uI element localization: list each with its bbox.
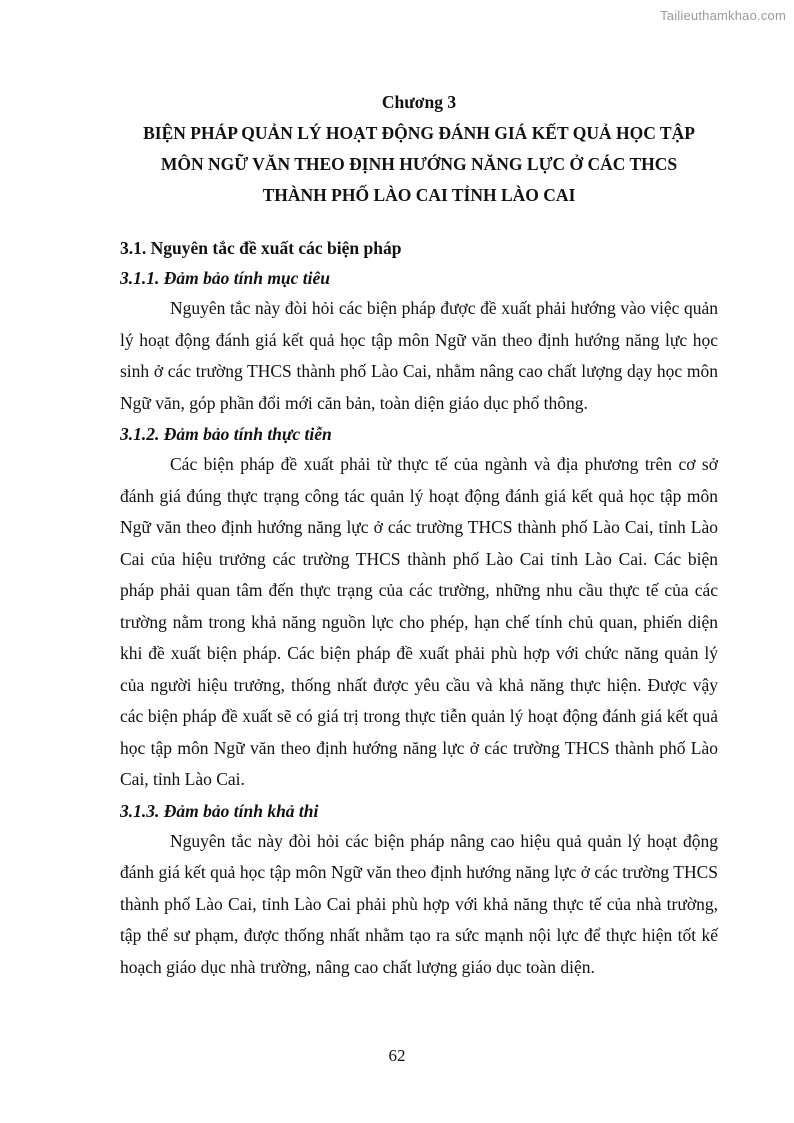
paragraph-3-1-1: Nguyên tắc này đòi hỏi các biện pháp được đề xuất phải hướng vào việc quản lý hoạt động đánh giá kết quả học tập môn Ngữ văn theo định hướng năng lực học sinh ở các trường THCS thành phố Lào Cai, nhằm nâng cao chất lượng dạy học môn Ngữ văn, góp phần đổi mới căn bản, toàn diện giáo dục phổ thông. <box>120 298 718 413</box>
paragraph-3-1-3: Nguyên tắc này đòi hỏi các biện pháp nâng cao hiệu quả quản lý hoạt động đánh giá kết quả học tập môn Ngữ văn theo định hướng năng lực ở các trường THCS thành phố Lào Cai, tỉnh Lào Cai phải phù hợp với khả năng thực tế của nhà trường, tập thể sư phạm, được thống nhất nhằm tạo ra sức mạnh nội lực để thực hiện tốt kế hoạch giáo dục nhà trường, nâng cao chất lượng giáo dục toàn diện. <box>120 830 718 977</box>
section-heading: 3.1. Nguyên tắc đề xuất các biện pháp <box>120 238 402 258</box>
chapter-number: Chương 3 <box>381 92 457 112</box>
paragraph-3-1-2: Các biện pháp đề xuất phải từ thực tế của ngành và địa phương trên cơ sở đánh giá đúng thực trạng công tác quản lý hoạt động đánh giá kết quả học tập môn Ngữ văn theo định hướng năng lực ở các trường THCS thành phố Lào Cai, tỉnh Lào Cai của hiệu trưởng các trường THCS thành phố Lào Cai tỉnh Lào Cai. Các biện pháp phải quan tâm đến thực trạng của các trường, những nhu cầu thực tế của các trường nằm trong khả năng nguồn lực cho phép, hạn chế tính chủ quan, phiến diện khi đề xuất biện pháp. Các biện pháp đề xuất phải phù hợp với chức năng quản lý của người hiệu trưởng, thống nhất được yêu cầu và khả năng thực hiện. Được vậy các biện pháp đề xuất sẽ có giá trị trong thực tiễn quản lý hoạt động đánh giá kết quả học tập môn Ngữ văn theo định hướng năng lực ở các trường THCS thành phố Lào Cai, tỉnh Lào Cai. <box>120 454 718 789</box>
chapter-title <box>120 118 718 211</box>
chapter-title-line: MÔN NGỮ VĂN THEO ĐỊNH HƯỚNG NĂNG LỰC Ở CÁC THCS <box>160 154 678 174</box>
subsection-heading-3-1-3: 3.1.3. Đảm bảo tính khả thi <box>120 800 319 821</box>
subsection-heading-3-1-1: 3.1.1. Đảm bảo tính mục tiêu <box>120 268 331 288</box>
subsection-heading-3-1-2: 3.1.2. Đảm bảo tính thực tiễn <box>120 424 332 444</box>
watermark: Tailieuthamkhao.com <box>660 8 786 23</box>
chapter-title-line: BIỆN PHÁP QUẢN LÝ HOẠT ĐỘNG ĐÁNH GIÁ KẾT QUẢ HỌC TẬP <box>143 123 695 143</box>
page-number: 62 <box>388 1046 406 1065</box>
document-page <box>120 86 718 983</box>
chapter-title-line: THÀNH PHỐ LÀO CAI TỈNH LÀO CAI <box>262 185 576 205</box>
